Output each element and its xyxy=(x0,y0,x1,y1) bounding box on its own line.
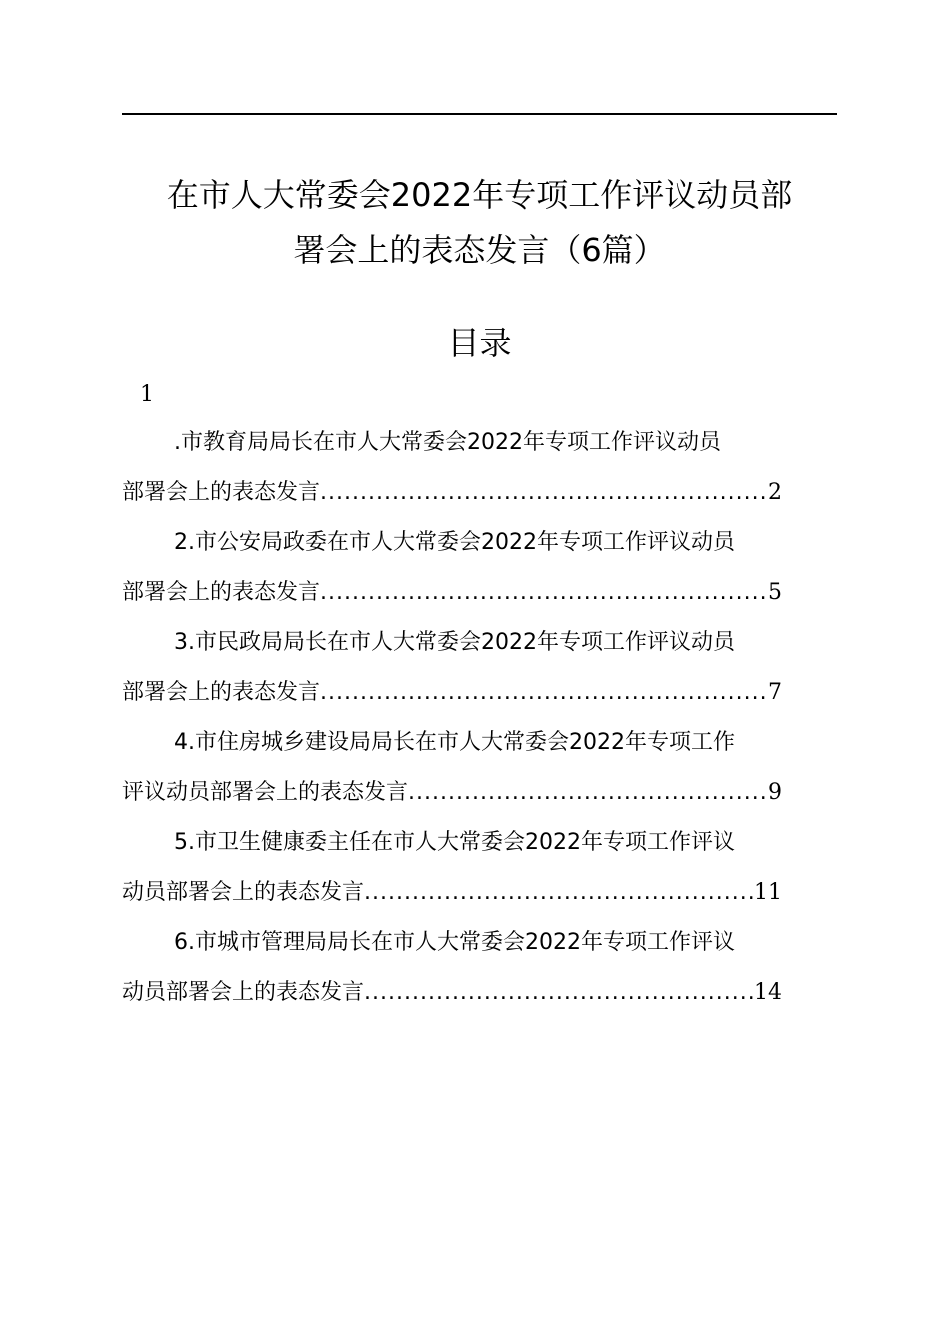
toc-entry-title-tail: 评议动员部署会上的表态发言 xyxy=(122,780,409,805)
toc-entry-title[interactable]: 6.市城市管理局局长在市人大常委会2022年专项工作评议 xyxy=(174,930,735,955)
toc-entry[interactable] xyxy=(122,418,837,518)
document-title xyxy=(122,168,837,278)
toc-page-number: 9 xyxy=(768,780,782,805)
header-rule xyxy=(122,113,837,115)
toc-page-number: 14 xyxy=(754,980,782,1005)
toc-entry[interactable] xyxy=(122,818,837,918)
toc-entry-continuation[interactable] xyxy=(122,568,782,618)
dot-leader xyxy=(364,968,754,1018)
toc-marker: 1 xyxy=(140,382,154,407)
toc-entry-title-tail: 部署会上的表态发言 xyxy=(122,480,321,505)
title-line-1: 在市人大常委会2022年专项工作评议动员部 xyxy=(166,176,793,214)
toc-entry-continuation[interactable] xyxy=(122,468,782,518)
toc-entry-continuation[interactable] xyxy=(122,868,782,918)
toc-entry-title-tail: 部署会上的表态发言 xyxy=(122,580,321,605)
toc-page-number: 7 xyxy=(768,680,782,705)
toc-entry-title[interactable]: .市教育局局长在市人大常委会2022年专项工作评议动员 xyxy=(174,430,721,455)
toc-entry[interactable] xyxy=(122,618,837,718)
toc-entry[interactable] xyxy=(122,918,837,1018)
title-line-2: 署会上的表态发言（6篇） xyxy=(293,231,666,269)
toc-entry-title-tail: 动员部署会上的表态发言 xyxy=(122,980,365,1005)
toc-entry[interactable] xyxy=(122,718,837,818)
toc-entry-continuation[interactable] xyxy=(122,668,782,718)
toc-page-number: 2 xyxy=(768,480,782,505)
dot-leader xyxy=(408,768,768,818)
toc-entry-title[interactable]: 2.市公安局政委在市人大常委会2022年专项工作评议动员 xyxy=(174,530,735,555)
dot-leader xyxy=(364,868,754,918)
toc-entry-title[interactable]: 3.市民政局局长在市人大常委会2022年专项工作评议动员 xyxy=(174,630,735,655)
dot-leader xyxy=(320,568,768,618)
toc-entry-continuation[interactable] xyxy=(122,768,782,818)
dot-leader xyxy=(320,668,768,718)
toc-list xyxy=(122,418,837,1018)
toc-entry-title[interactable]: 4.市住房城乡建设局局长在市人大常委会2022年专项工作 xyxy=(174,730,735,755)
toc-entry-title[interactable]: 5.市卫生健康委主任在市人大常委会2022年专项工作评议 xyxy=(174,830,735,855)
dot-leader xyxy=(320,468,768,518)
toc-page-number: 11 xyxy=(754,880,782,905)
toc-entry[interactable] xyxy=(122,518,837,618)
toc-entry-continuation[interactable] xyxy=(122,968,782,1018)
toc-page-number: 5 xyxy=(768,580,782,605)
toc-entry-title-tail: 部署会上的表态发言 xyxy=(122,680,321,705)
toc-heading: 目录 xyxy=(447,324,512,362)
toc-entry-title-tail: 动员部署会上的表态发言 xyxy=(122,880,365,905)
